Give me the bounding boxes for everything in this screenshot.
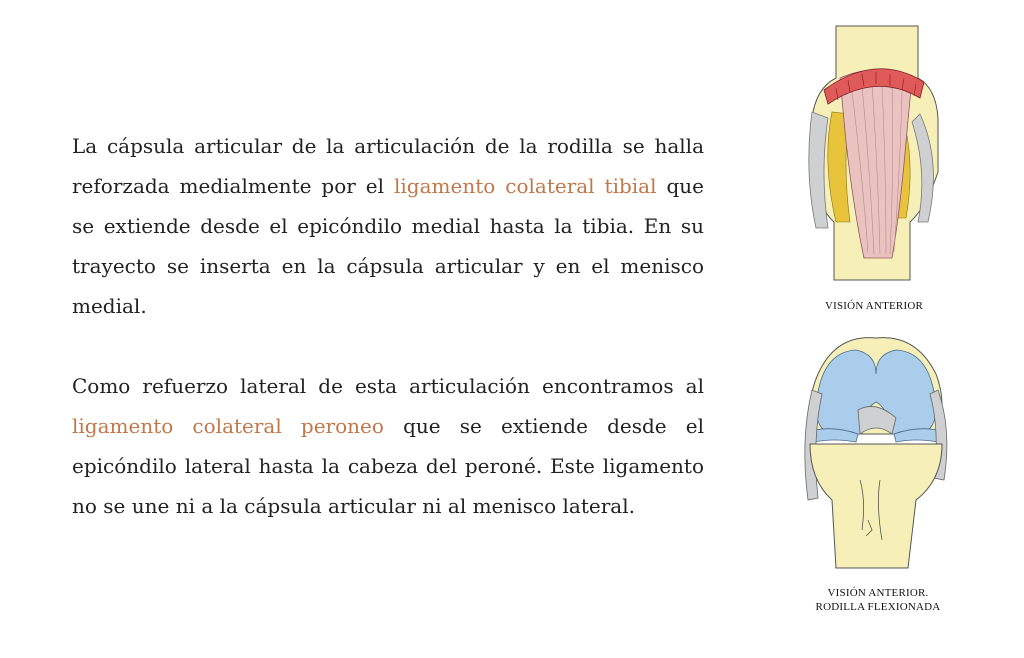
knee-anterior-illustration [806, 22, 946, 286]
term-tibial-collateral-ligament: ligamento colateral tibial [394, 174, 657, 198]
paragraph2-text-end: que se extiende desde el epicóndilo lateral hasta la cabeza del peroné. Este ligamento no se une ni a la cápsula articular ni al menisco lateral. [72, 414, 705, 518]
paragraph1-text-start: La cápsula articular de la articulación de la rodilla se halla reforzada medialmente por el [72, 134, 704, 198]
paragraph-medial-ligament [72, 126, 704, 326]
paragraph2-text-start: Como refuerzo lateral de esta articulación encontramos al [72, 374, 704, 398]
paragraph1-text-end: que se extiende desde el epicóndilo medial hasta la tibia. En su trayecto se inserta en la cápsula articular y en el menisco medial. [72, 174, 704, 318]
knee-flexed-illustration [796, 330, 956, 574]
figure2-caption-line1: VISIÓN ANTERIOR. [827, 587, 929, 599]
figure1-caption: VISIÓN ANTERIOR [824, 300, 924, 312]
figure2-caption [790, 586, 966, 614]
tibia-bone [810, 444, 942, 568]
figure2-caption-line2: RODILLA FLEXIONADA [815, 601, 941, 613]
term-fibular-collateral-ligament: ligamento colateral peroneo [72, 414, 384, 438]
paragraph-lateral-ligament [72, 366, 704, 526]
